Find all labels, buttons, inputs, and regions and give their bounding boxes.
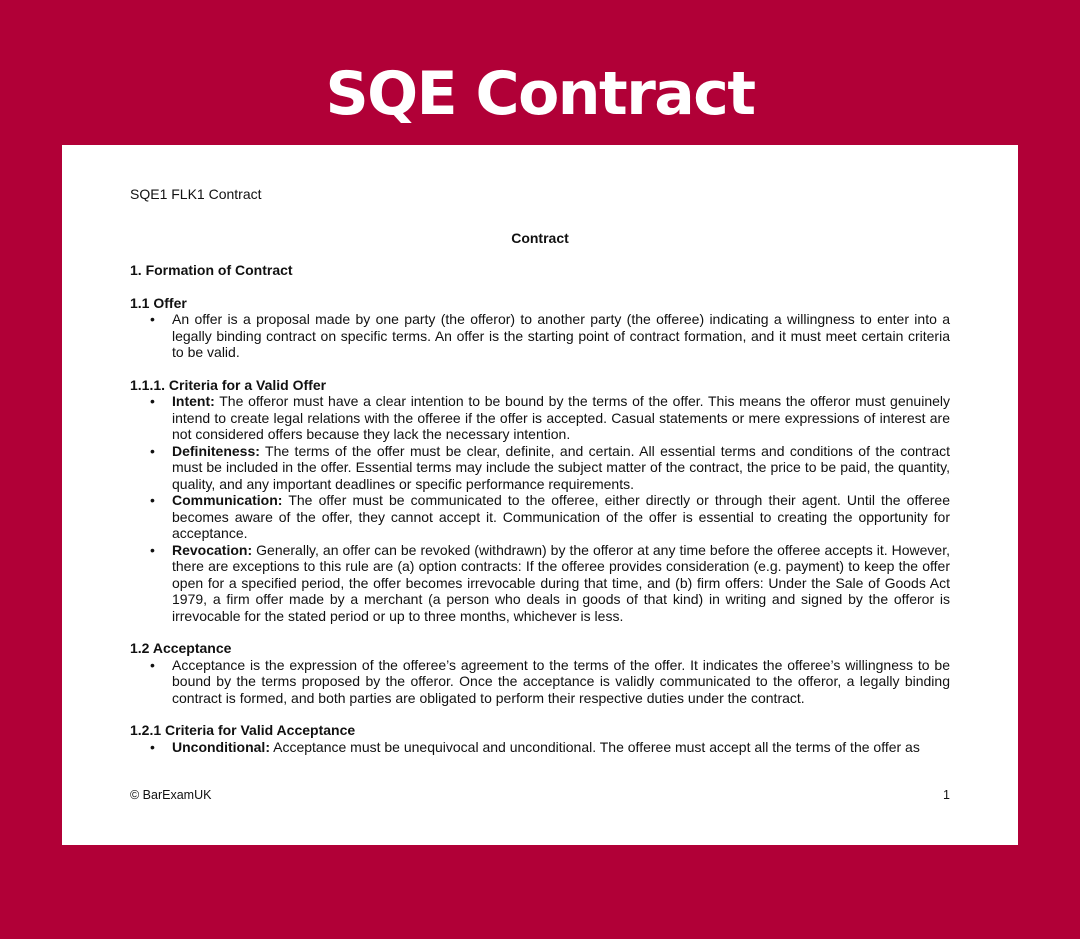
offer-list xyxy=(130,311,950,361)
heading-offer: 1.1 Offer xyxy=(130,294,187,311)
list-item-text: The terms of the offer must be clear, definite, and certain. All essential terms and conditions of the contract must be included in the offer. Essential terms may include the subject matter of the contract, the price to be paid, the quantity, quality, and any important deadlines or specific performance requirements. xyxy=(172,442,950,492)
list-item xyxy=(130,492,950,542)
footer-copyright: © BarExamUK xyxy=(130,788,212,802)
list-item-text: The offeror must have a clear intention to be bound by the terms of the offer. This means the offeror must genuinely intend to create legal relations with the offeree if the offer is accepted. Casual statements or mere expressions of interest are not considered offers because they lack the necessary intention. xyxy=(172,393,950,442)
list-item-text: Generally, an offer can be revoked (withdrawn) by the offeror at any time before the offeree accepts it. However, there are exceptions to this rule are (a) option contracts: If the offeree provides consideration (e.g. payment) to keep the offer open for a specified period, the offer becomes irrevocable during that time, and (b) firm offers: Under the Sale of Goods Act 1979, a firm offer made by a merchant (a person who deals in goods of that kind) in writing and signed by the offeror is irrevocable for the stated period or up to three months, whichever is less. xyxy=(172,541,950,624)
list-item-lead: Revocation: xyxy=(172,541,253,558)
list-item-lead: Unconditional: xyxy=(172,738,270,755)
heading-criteria-valid-acceptance: 1.2.1 Criteria for Valid Acceptance xyxy=(130,722,356,738)
list-item xyxy=(130,542,950,625)
criteria-acceptance-list xyxy=(130,739,950,756)
document-title: Contract xyxy=(511,229,569,246)
heading-criteria-valid-offer: 1.1.1. Criteria for a Valid Offer xyxy=(130,376,327,393)
heading-formation-of-contract: 1. Formation of Contract xyxy=(130,262,293,278)
banner-title: SQE Contract xyxy=(325,59,755,129)
document-content xyxy=(130,186,950,755)
list-item xyxy=(130,739,950,756)
list-item-lead: Intent: xyxy=(172,393,215,409)
list-item: • An offer is a proposal made by one party (the offeror) to another party (the offeree) indicating a willingness to enter into a legally binding contract on specific terms. An offer is the starting point of contract formation, and it must meet certain criteria to be valid. xyxy=(130,311,950,361)
list-item xyxy=(130,393,950,443)
acceptance-list xyxy=(130,657,950,707)
list-item: • Acceptance is the expression of the offeree’s agreement to the terms of the offer. It indicates the offeree’s willingness to be bound by the terms proposed by the offeror. Once the acceptance is validly communicated to the offeror, a legally binding contract is formed, and both parties are obligated to perform their respective duties under the contract. xyxy=(130,657,950,707)
document-header: SQE1 FLK1 Contract xyxy=(130,186,262,202)
document-page xyxy=(62,145,1018,845)
list-item-lead: Communication: xyxy=(172,492,283,508)
criteria-offer-list xyxy=(130,393,950,624)
list-item-text: The offer must be communicated to the offeree, either directly or through their agent. Until the offeree becomes aware of the offer, they cannot accept it. Communication of the offer is essential to creating the opportunity for acceptance. xyxy=(172,492,950,541)
list-item-lead: Definiteness: xyxy=(172,442,260,459)
list-item-text: Acceptance must be unequivocal and unconditional. The offeree must accept all the terms of the offer as xyxy=(270,738,920,755)
heading-acceptance: 1.2 Acceptance xyxy=(130,640,232,656)
list-item xyxy=(130,443,950,493)
footer-page-number: 1 xyxy=(943,788,950,802)
